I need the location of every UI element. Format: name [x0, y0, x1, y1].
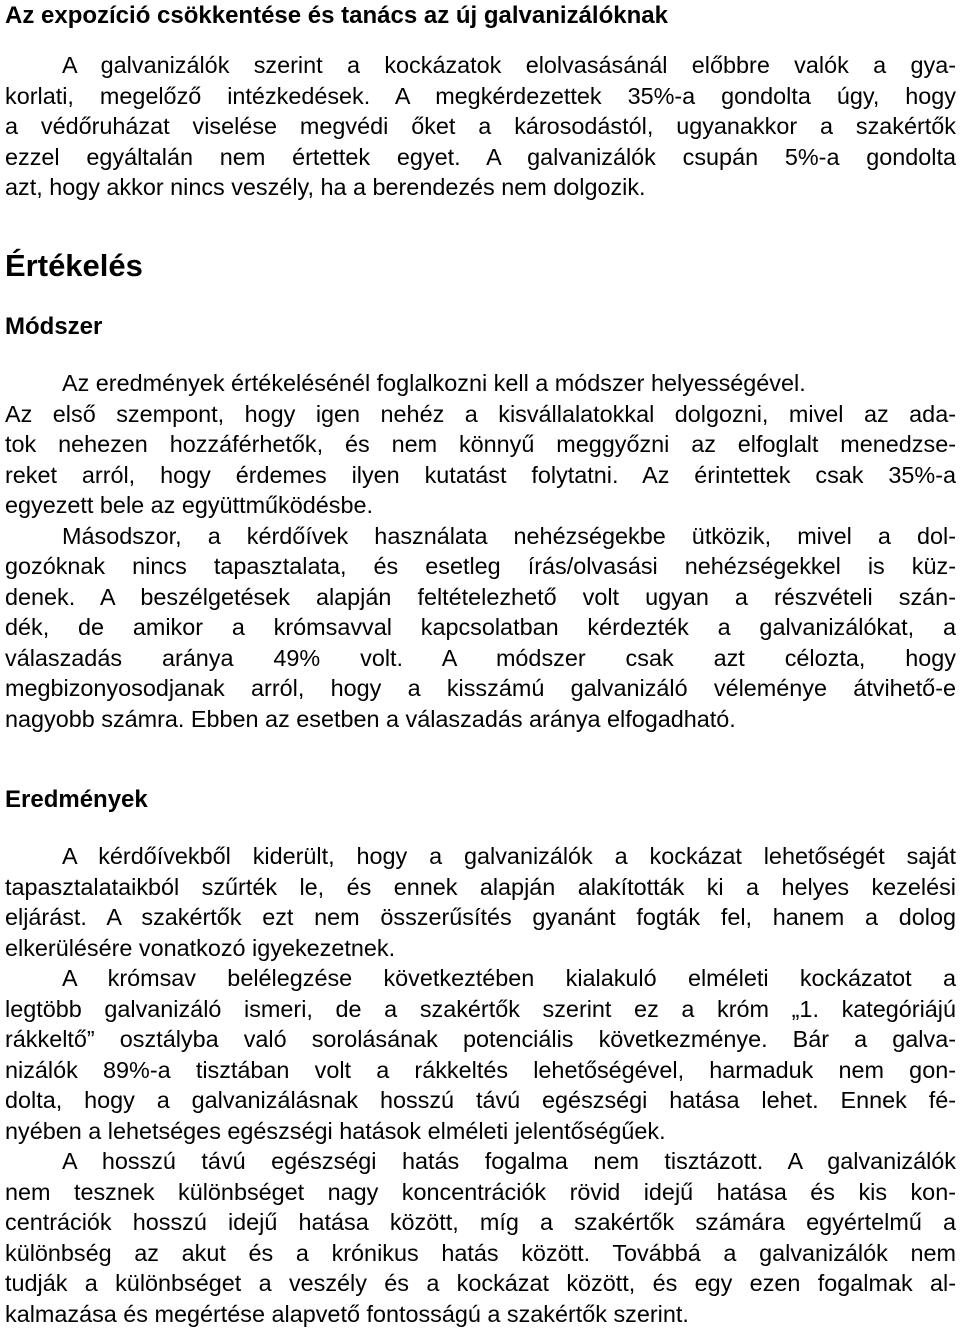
text-line: denek. A beszélgetések alapján feltételezhető volt ugyan a részvételi szán- — [5, 583, 956, 610]
text-line: nyében a lehetséges egészségi hatások elméleti jelentőségűek. — [5, 1117, 666, 1144]
text-line: nagyobb számra. Ebben az esetben a válaszadás aránya elfogadható. — [5, 705, 736, 732]
text-line: tudják a különbséget a veszély és a kockázat között, és egy ezen fogalmak al- — [5, 1270, 956, 1296]
text-line: centrációk hosszú idejű hatása között, míg a szakértők számára egyértelmű a — [5, 1209, 956, 1235]
paragraph-method-2 — [5, 521, 956, 735]
text-line: A kérdőívekből kiderült, hogy a galvanizálók a kockázat lehetőségét saját — [62, 843, 956, 869]
text-line: válaszadás aránya 49% volt. A módszer csak azt célozta, hogy — [5, 644, 956, 671]
text-line: A galvanizálók szerint a kockázatok elolvasásánál előbbre valók a gya- — [62, 52, 956, 78]
subsection-title-method: Módszer — [5, 313, 103, 340]
text-line: nizálók 89%-a tisztában volt a rákkeltés lehetőségével, harmaduk nem gon- — [5, 1056, 956, 1083]
text-line: különbség az akut és a krónikus hatás között. Továbbá a galvanizálók nem — [5, 1239, 956, 1266]
paragraph-results-3 — [5, 1146, 956, 1329]
text-line: Az eredmények értékelésénél foglalkozni kell a módszer helyességével. — [62, 370, 806, 396]
text-line: ezzel egyáltalán nem értettek egyet. A galvanizálók csupán 5%-a gondolta — [5, 143, 956, 170]
text-line: korlati, megelőző intézkedések. A megkérdezettek 35%-a gondolta úgy, hogy — [5, 82, 956, 109]
text-line: reket arról, hogy érdemes ilyen kutatást folytatni. Az érintettek csak 35%-a — [5, 461, 956, 488]
text-line: egyezett bele az együttműködésbe. — [5, 492, 373, 518]
subsection-method — [5, 313, 102, 341]
section-exposure-reduction — [5, 0, 956, 203]
text-line: megbizonyosodjanak arról, hogy a kisszámú galvanizáló véleménye átvihető-e — [5, 675, 956, 701]
text-line: gozóknak nincs tapasztalata, és esetleg írás/olvasási nehézségekkel is küz- — [5, 553, 956, 579]
text-line: dék, de amikor a krómsavval kapcsolatban kérdezték a galvanizálókat, a — [5, 614, 956, 640]
text-line: nem tesznek különbséget nagy koncentrációk rövid idejű hatása és kis kon- — [5, 1178, 956, 1205]
text-line: elkerülésére vonatkozó igyekezetnek. — [5, 934, 396, 961]
text-line: tapasztalataikból szűrték le, és ennek alapján alakították ki a helyes kezelési — [5, 873, 956, 900]
paragraph-method-1 — [5, 368, 956, 521]
text-line: A hosszú távú egészségi hatás fogalma nem tisztázott. A galvanizálók — [62, 1148, 956, 1174]
section-results — [5, 786, 148, 814]
text-line: A krómsav belélegzése következtében kialakuló elméleti kockázatot a — [62, 965, 956, 991]
section-title-results: Eredmények — [5, 786, 148, 813]
text-line: tok nehezen hozzáférhetők, és nem könnyű meggyőzni az elfoglalt menedzse- — [5, 431, 956, 457]
text-line: Az első szempont, hogy igen nehéz a kisvállalatokkal dolgozni, mivel az ada- — [5, 400, 956, 427]
results-body — [5, 841, 956, 1329]
paragraph-exposure — [5, 50, 956, 203]
section-evaluation — [5, 248, 143, 284]
text-line: rákkeltő” osztályba való sorolásának potenciális következménye. Bár a galva- — [5, 1026, 956, 1052]
text-line: dolta, hogy a galvanizálásnak hosszú távú egészségi hatása lehet. Ennek fé- — [5, 1087, 956, 1113]
text-line: Másodszor, a kérdőívek használata nehézségekbe ütközik, mivel a dol- — [62, 522, 956, 549]
text-line: a védőruházat viselése megvédi őket a károsodástól, ugyanakkor a szakértők — [5, 113, 956, 139]
paragraph-results-1 — [5, 841, 956, 963]
text-line: azt, hogy akkor nincs veszély, ha a berendezés nem dolgozik. — [5, 174, 646, 200]
text-line: eljárást. A szakértők ezt nem összerűsítés gyanánt fogták fel, hanem a dolog — [5, 904, 956, 930]
method-body — [5, 368, 956, 734]
section-title-evaluation: Értékelés — [5, 248, 143, 283]
text-line: legtöbb galvanizáló ismeri, de a szakértők szerint ez a króm „1. kategóriájú — [5, 995, 956, 1022]
text-line: kalmazása és megértése alapvető fontosságú a szakértők szerint. — [5, 1300, 689, 1327]
paragraph-results-2 — [5, 963, 956, 1146]
section-title-exposure: Az expozíció csökkentése és tanács az új galvanizálóknak — [5, 2, 668, 29]
